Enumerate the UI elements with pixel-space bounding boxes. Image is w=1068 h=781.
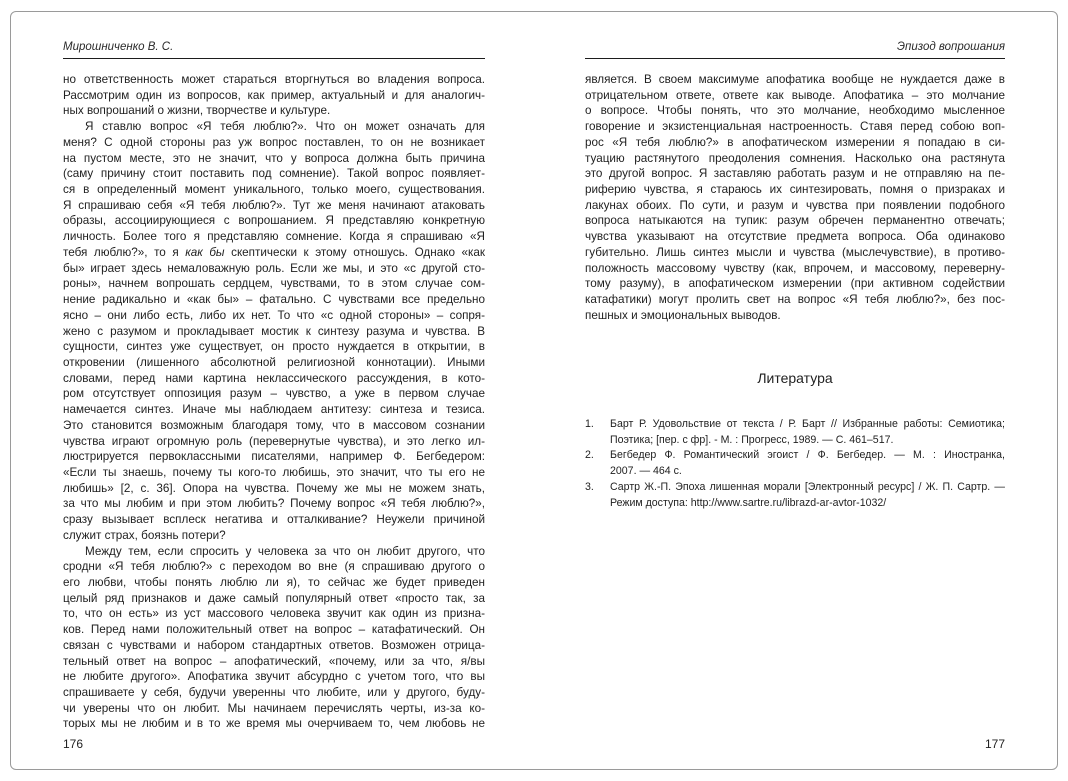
text-line: личность. Более того я представляю сомнение. Когда я спрашиваю «Я [63,230,485,244]
text-line: Сартр Ж.-П. Эпоха лишенная морали [Электронный ресурс] / Ж. П. Сартр. — [610,480,1005,493]
text-line: сущности, синтез уже существует, он просто нуждается в открытии, в [63,340,485,354]
text-line: ся в определенный момент уникального, только моего, существования. [63,183,485,197]
text-line: целый ряд признаков и даже самый популярный ответ «просто так, за [63,591,485,605]
text-line: Режим доступа: http://www.sartre.ru/librazd-ar-avtor-1032/ [610,496,887,509]
page-number-right: 177 [984,737,1005,751]
text-line: Барт Р. Удовольствие от текста / Р. Барт // Избранные работы: Семиотика; [610,418,1005,430]
text-line: Я спрашиваю себя «Я тебя люблю?». Тут же меня начинают атаковать [63,198,485,212]
text-line: меня? С одной стороны раз уж вопрос поставлен, то он не возникает [63,135,485,149]
text-line: лакунах обоих. По сути, и разум и чувства при появлении подобного [585,198,1005,212]
reference-text [610,448,1005,479]
text-line [63,245,485,261]
text-line: сразу вызывает всплеск негатива и отталкивание? Неужели причиной [63,513,485,527]
text-line: катафатики) могут пролить свет на вопрос «Я тебя люблю?», без пос- [585,293,1005,307]
left-page-body [63,72,485,732]
right-running-header [585,40,1005,59]
text-line: нение радикально и «как бы» – фатально. С чувствами все предельно [63,293,485,307]
text-line: ных вопрошаний о жизни, творчестве и культуре. [63,104,331,118]
text-line: Это становится возможным благодаря тому, что в массовом сознании [63,418,485,432]
text-line: торых мы не любим и в то же время мы очерчиваем то, чем любовь не [63,717,485,731]
text-line: 2007. — 464 с. [610,465,682,478]
text-line: является. В своем максимуме апофатика вообще не нуждается даже в [585,73,1005,86]
text-line: говорение и экзистенциальная настроенность. Ставя перед собою воп- [585,120,1005,134]
literature-heading: Литература [757,370,833,386]
text-line: рос «Я тебя люблю?» в апофатическом измерении я попадаю в си- [585,135,1005,149]
running-header-title: Эпизод вопрошания [897,41,1005,53]
text-line: о вопросе. Чтобы понять, что это молчание, необходимо мысленное [585,104,1005,118]
reference-text [610,480,1005,511]
text-line: Я ставлю вопрос «Я тебя люблю?». Что он может означать для [85,120,485,134]
text-line: образы, ассоциирующиеся с вопрошанием. Я представляю конкретную [63,214,485,228]
text-line: связан с чувствами и набором стандартных ответов. Возможен отрица- [63,638,485,652]
text-line: вопроса натыкаются на тупик: разум обречен перманентно отвечать; [585,214,1005,228]
text-line: сродни «Я тебя люблю?» с переходом во вне (я спрашиваю другого о [63,560,485,574]
text-line: Поэтика; [пер. с фр]. - М. : Прогресс, 1989. — С. 461–517. [610,433,894,446]
text-line: это другой вопрос. Я заставляю работать разум и не отправляю на пе- [585,167,1005,181]
text-segment: тебя люблю?», то я [63,245,186,259]
text-line: откровении (лишенного абсолютной религиозной коннотации). Иными [63,355,485,369]
text-line: не любите другого». Апофатика звучит абсурдно с учетом того, что вы [63,670,485,684]
right-page-body [585,72,1005,324]
text-line: на пустом месте, это не значит, что у вопроса должна быть причина [63,151,485,165]
text-line: любишь» [2, с. 36]. Опора на чувства. Почему же мы не можем знать, [63,481,485,495]
right-page [585,40,1005,751]
text-segment: скептически к этому отношусь. Однако «как [224,245,485,259]
text-line: словами, перед нами картина неклассического рассуждения, в кото- [63,371,485,385]
text-line: ков. Перед нами положительный ответ на вопрос – катафатический. Он [63,623,485,637]
reference-number: 2. [585,449,594,462]
text-line: бы» играет здесь немаловажную роль. Если же мы, и это «с другой сто- [63,261,485,275]
reference-item [585,480,1005,511]
text-line: (саму причину стоит поставить под сомнение). Такой вопрос появляет- [63,167,485,181]
text-line: роны», начнем вопрошать сердцем, чувствами, то в этом случае сом- [63,277,485,291]
text-line: риферию чувства, я стараюсь их синтезировать, помня о призраках и [585,183,1005,197]
text-line: «Если ты знаешь, почему ты кого-то любишь, это значит, что ты его не [63,465,485,479]
text-line: за что мы любим и при этом любить? Почему вопрос «Я тебя люблю?», [63,497,485,511]
text-line: но ответственность может стараться вторгнуться во владения вопроса. [63,73,485,86]
text-line: ясно – они либо есть, либо их нет. То что «с одной стороны» – сопря- [63,308,485,322]
paragraph [585,72,1005,324]
text-line: намечается синтез. Иначе мы наблюдаем антитезу: синтеза и тезиса. [63,403,485,417]
emphasized-text: как бы [185,245,225,259]
text-line: пешных и эмоциональных выводов. [585,308,781,322]
text-line: чувства указывают на отсутствие предмета вопроса. Оба одинаково [585,230,1005,244]
header-rule [63,58,485,59]
text-line: служит страх, боязнь потери? [63,528,226,542]
text-line: то, что он есть» из уст массового человека звучит как один из призна- [63,607,485,621]
text-line: туацию растянутого преодоления сомнения. Насколько она растянута [585,151,1005,165]
text-line: ром отсутствует оппозиция разум – чувство, а уже в первом случае [63,387,485,401]
text-line: положность массовому чувству (как, впрочем, и массовому, переверну- [585,261,1005,275]
text-line: отрицательном ответе, ответе как выводе. Апофатика – это молчание [585,88,1005,102]
reference-number: 1. [585,418,594,430]
text-line: тельный ответ на вопрос – апофатический, «почему, или за что, я/вы [63,654,485,668]
left-running-header [63,40,485,59]
running-header-author: Мирошниченко В. С. [63,41,174,53]
reference-list [585,417,1005,511]
text-line: Рассмотрим один из вопросов, как пример, актуальный и для аналогич- [63,88,485,102]
text-line: спрашиваете у себя, будучи уверенны что любите, или у другого, буду- [63,686,485,700]
reference-text [610,417,1005,448]
paragraph [63,72,485,119]
text-line: Между тем, если спросить у человека за что он любит другого, что [85,544,485,558]
text-line: губительно. Лишь синтез мысли и чувства (мыслечувствие), в противо- [585,245,1005,259]
text-line: чувства играют огромную роль (перевернутые чувства), и это легко ил- [63,434,485,448]
text-line: жено с разумом и прокладывает мостик к синтезу разума и чувства. В [63,324,485,338]
text-line: люстрируется первоклассными писателями, например Ф. Бегбедером: [63,450,485,464]
text-line: Бегбедер Ф. Романтический эгоист / Ф. Бегбедер. — М. : Иностранка, [610,449,1005,462]
reference-number: 3. [585,480,594,493]
left-page [63,40,485,751]
reference-item [585,448,1005,479]
paragraph [63,119,485,543]
header-rule [585,58,1005,59]
text-line: его любви, чтобы понять люблю ли я), то сейчас же будет приведен [63,576,485,589]
reference-item [585,417,1005,448]
page-number-left: 176 [63,737,84,751]
paragraph [63,544,485,733]
text-line: чи уверены что он любит. Мы начинаем перечислять черты, из-за ко- [63,701,485,715]
text-line: тому разуму), в апофатическом измерении (при активном содействии [585,277,1005,291]
